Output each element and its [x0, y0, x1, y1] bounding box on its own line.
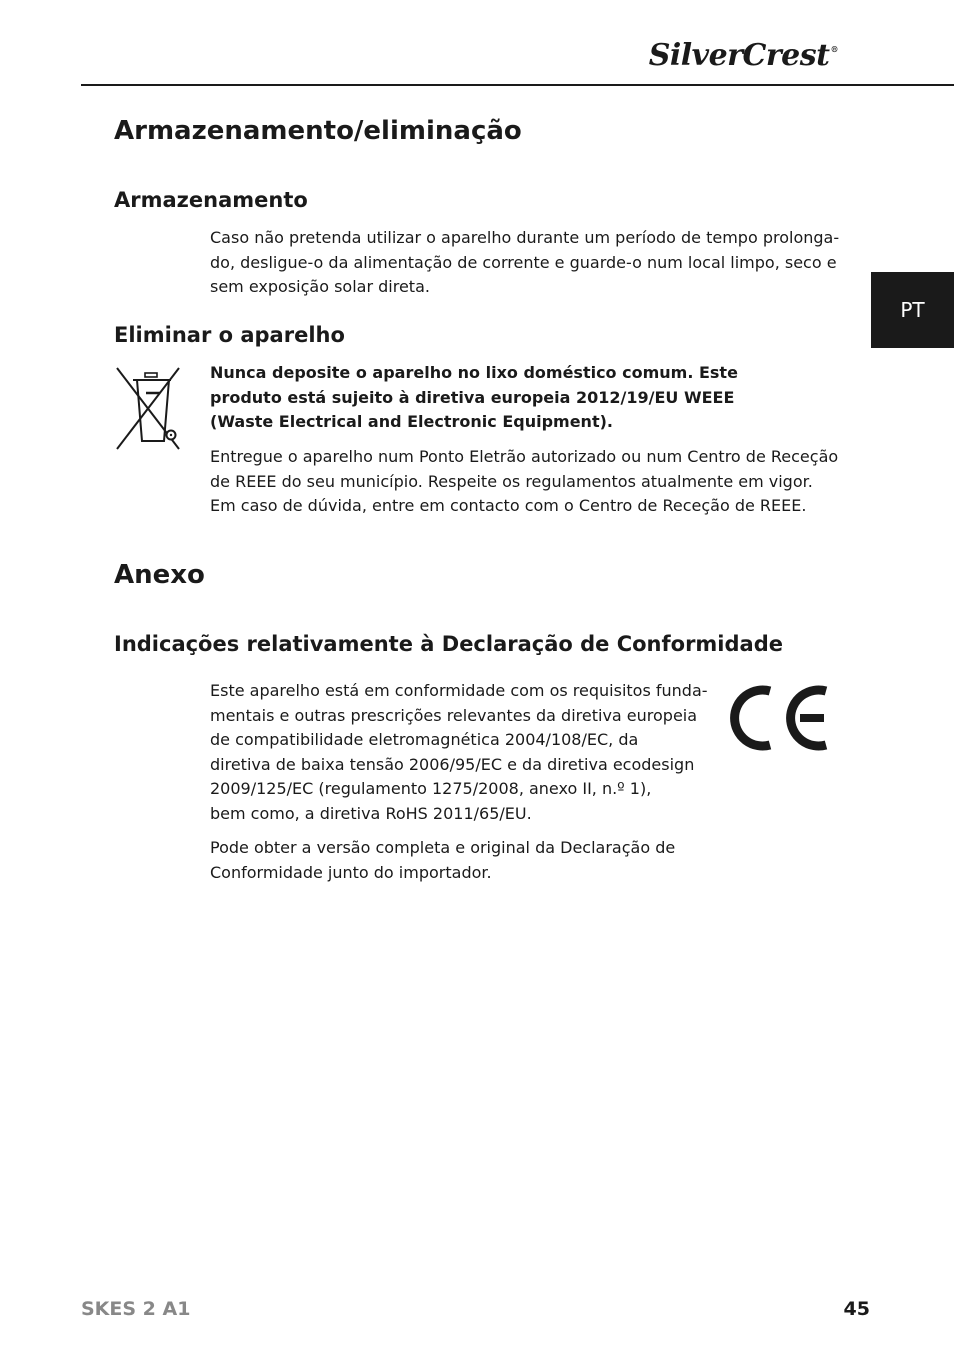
language-label: PT — [900, 298, 925, 322]
conformity-paragraph — [210, 679, 708, 826]
heading-storage: Armazenamento — [114, 188, 308, 212]
text-line: Conformidade junto do importador. — [210, 862, 492, 882]
section-title-storage-disposal: Armazenamento/eliminação — [114, 116, 522, 146]
text-line: Este aparelho está em conformidade com os requisitos funda- — [210, 681, 708, 700]
text-line: do, desligue-o da alimentação de corrente e guarde-o num local limpo, seco e — [210, 252, 837, 272]
text-line: diretiva de baixa tensão 2006/95/EC e da diretiva ecodesign — [210, 754, 695, 774]
text-line: Entregue o aparelho num Ponto Eletrão autorizado ou num Centro de Receção — [210, 447, 839, 466]
text-line: de compatibilidade eletromagnética 2004/108/EC, da — [210, 730, 639, 749]
text-line: sem exposição solar direta. — [210, 277, 430, 296]
heading-disposal: Eliminar o aparelho — [114, 323, 345, 347]
storage-paragraph — [210, 226, 839, 300]
text-line: 2009/125/EC (regulamento 1275/2008, anexo II, n.º 1), — [210, 779, 652, 798]
text-line: de REEE do seu município. Respeite os regulamentos atualmente em vigor. — [210, 471, 813, 491]
ce-mark-icon — [730, 683, 830, 753]
text-line: Pode obter a versão completa e original da Declaração de — [210, 838, 676, 857]
footer-model: SKES 2 A1 — [81, 1298, 191, 1320]
text-line: Caso não pretenda utilizar o aparelho durante um período de tempo prolonga- — [210, 228, 840, 247]
header-divider — [81, 84, 954, 86]
crossed-out-bin-icon — [113, 365, 183, 451]
text-line: Em caso de dúvida, entre em contacto com o Centro de Receção de REEE. — [210, 496, 807, 515]
language-tab — [871, 272, 954, 348]
section-title-annex: Anexo — [114, 560, 205, 590]
page-number: 45 — [843, 1298, 870, 1320]
text-line: (Waste Electrical and Electronic Equipment). — [210, 412, 613, 431]
text-line: mentais e outras prescrições relevantes da diretiva europeia — [210, 705, 698, 725]
brand-logo — [649, 38, 838, 73]
brand-name: SilverCrest — [648, 38, 830, 73]
text-line: produto está sujeito à diretiva europeia 2012/19/EU WEEE — [210, 387, 735, 407]
conformity-source-paragraph — [210, 836, 675, 885]
disposal-warning — [210, 361, 738, 435]
text-line: Nunca deposite o aparelho no lixo doméstico comum. Este — [210, 363, 738, 382]
text-line: bem como, a diretiva RoHS 2011/65/EU. — [210, 803, 532, 823]
registered-mark: ® — [830, 44, 838, 54]
disposal-info — [210, 445, 838, 519]
heading-conformity: Indicações relativamente à Declaração de Conformidade — [114, 632, 783, 656]
